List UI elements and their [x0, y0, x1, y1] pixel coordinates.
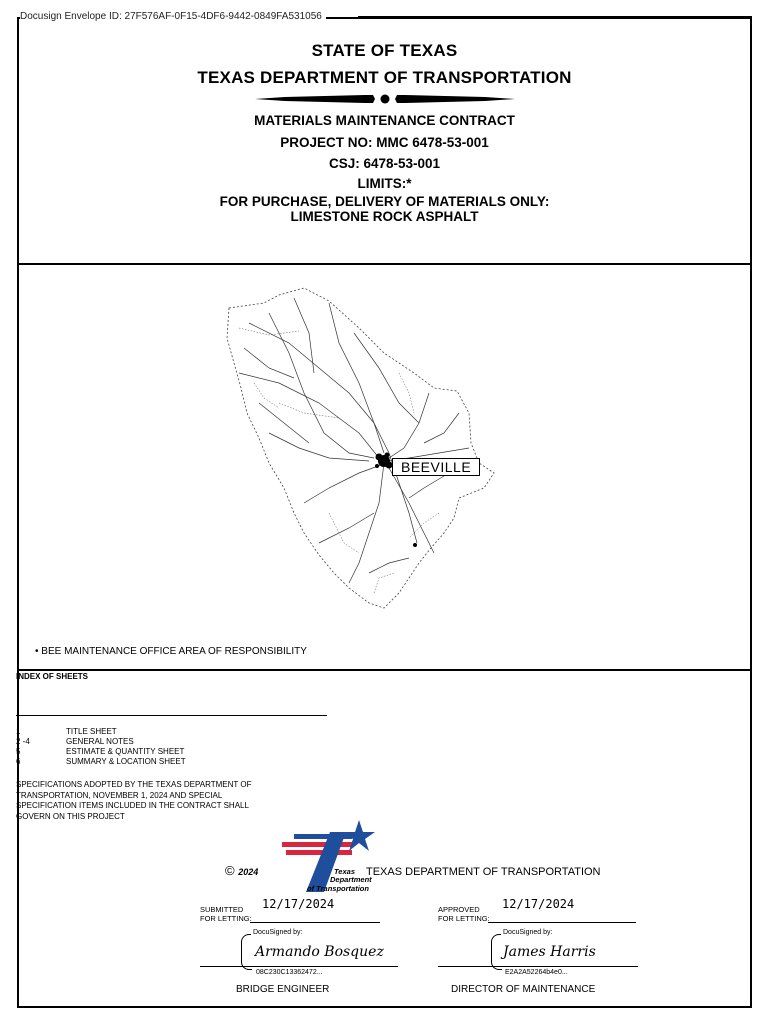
spec-line: SPECIFICATION ITEMS INCLUDED IN THE CONTRACT SHALL: [16, 801, 249, 810]
purpose-line-1: FOR PURCHASE, DELIVERY OF MATERIALS ONLY:: [219, 194, 550, 209]
submitted-docusigned-label: DocuSigned by:: [253, 929, 303, 936]
logo-text-line-2: Department: [330, 875, 372, 884]
approved-docusigned-label: DocuSigned by:: [503, 929, 553, 936]
title-block: [19, 19, 750, 265]
ornament-divider: [255, 93, 515, 105]
approved-cert-id: E2A2A52264b4e0...: [505, 969, 568, 976]
sheet-row: [16, 747, 184, 756]
approved-signature-line: [438, 966, 638, 967]
sheet-description: SUMMARY & LOCATION SHEET: [66, 757, 186, 766]
submitted-label: [200, 905, 252, 923]
sheet-number: 6: [16, 757, 21, 766]
approved-label-line-1: APPROVED: [438, 905, 480, 914]
department-heading: TEXAS DEPARTMENT OF TRANSPORTATION: [197, 68, 572, 87]
project-number: PROJECT NO: MMC 6478-53-001: [280, 135, 489, 150]
sheet-description: ESTIMATE & QUANTITY SHEET: [66, 747, 185, 756]
location-map-section: [19, 263, 750, 671]
spec-line: GOVERN ON THIS PROJECT: [16, 811, 125, 821]
approved-label: [438, 905, 490, 923]
limits-label: LIMITS:*: [357, 176, 412, 191]
approved-signature-bracket: [491, 934, 502, 970]
sheet-row: [16, 757, 186, 766]
index-rule: [16, 715, 327, 716]
state-heading: STATE OF TEXAS: [311, 41, 458, 60]
contract-type: MATERIALS MAINTENANCE CONTRACT: [254, 113, 515, 128]
copyright-year: 2024: [238, 867, 259, 877]
title-sheet-frame: [17, 17, 752, 1008]
txdot-logo: [264, 812, 384, 896]
csj-number: CSJ: 6478-53-001: [328, 156, 441, 171]
approved-role: DIRECTOR OF MAINTENANCE: [451, 984, 596, 995]
approved-label-line-2: FOR LETTING:: [438, 914, 490, 923]
index-of-sheets-title: INDEX OF SHEETS: [16, 672, 89, 681]
spec-line: SPECIFICATIONS ADOPTED BY THE TEXAS DEPARTMENT OF: [16, 780, 252, 789]
logo-text-line-3: of Transportation: [307, 884, 369, 893]
submitted-role: BRIDGE ENGINEER: [236, 984, 330, 995]
spec-line: TRANSPORTATION, NOVEMBER 1, 2024 AND SPECIAL: [16, 790, 223, 800]
responsibility-note: • BEE MAINTENANCE OFFICE AREA OF RESPONSIBILITY: [35, 646, 307, 657]
submitted-signature-bracket: [241, 934, 252, 970]
city-label-beeville: BEEVILLE: [392, 458, 480, 476]
logo-text-line-1: Texas: [334, 867, 355, 876]
copyright-notice: [225, 863, 258, 878]
sheet-number: 1: [16, 727, 21, 736]
sheet-row: [16, 737, 134, 746]
department-name: TEXAS DEPARTMENT OF TRANSPORTATION: [366, 866, 601, 878]
approved-signature[interactable]: James Harris: [503, 944, 596, 960]
submitted-date-line: [250, 922, 380, 923]
bee-county-road-map: [209, 273, 509, 613]
submitted-signature[interactable]: Armando Bosquez: [255, 944, 384, 960]
submitted-signature-line: [200, 966, 398, 967]
sheet-row: [16, 727, 117, 736]
submitted-cert-id: 08C230C13362472...: [256, 969, 323, 976]
approved-date-line: [488, 922, 636, 923]
purpose-line-2: LIMESTONE ROCK ASPHALT: [290, 209, 479, 224]
sheet-number: 2 -4: [16, 737, 30, 746]
sheet-number: 5: [16, 747, 21, 756]
submitted-date: 12/17/2024: [262, 897, 335, 911]
submitted-label-line-1: SUBMITTED: [200, 905, 244, 914]
sheet-description: TITLE SHEET: [66, 727, 117, 736]
specifications-note: [16, 780, 306, 822]
submitted-label-line-2: FOR LETTING:: [200, 914, 252, 923]
docusign-envelope-id: Docusign Envelope ID: 27F576AF-0F15-4DF6-9442-0849FA531056: [20, 11, 326, 22]
sheet-description: GENERAL NOTES: [66, 737, 134, 746]
approved-date: 12/17/2024: [502, 897, 575, 911]
copyright-icon: ©: [225, 863, 235, 878]
